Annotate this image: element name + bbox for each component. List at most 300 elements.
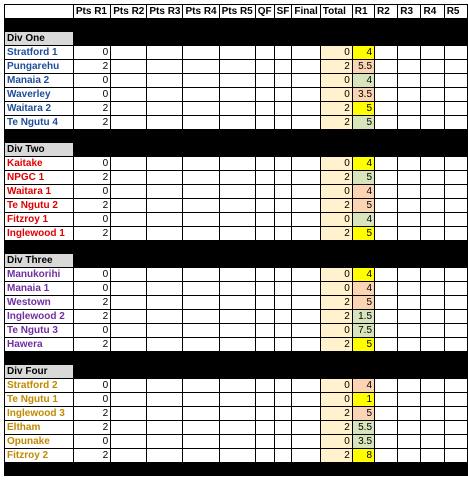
division-name[interactable]: Div Four [5,365,74,379]
r1-cell[interactable]: 5 [352,116,374,130]
pts-r1-cell[interactable]: 0 [73,435,110,449]
empty-cell[interactable] [183,324,219,338]
empty-cell[interactable] [255,185,274,199]
pts-r1-cell[interactable]: 0 [73,213,110,227]
r1-cell[interactable]: 7.5 [352,324,374,338]
r1-cell[interactable]: 5 [352,407,374,421]
empty-cell[interactable] [274,407,292,421]
team-name-cell[interactable]: Manaia 1 [5,282,74,296]
empty-cell[interactable] [183,102,219,116]
empty-cell[interactable] [111,199,147,213]
total-cell[interactable]: 0 [320,435,352,449]
empty-cell[interactable] [274,421,292,435]
empty-cell[interactable] [111,171,147,185]
empty-cell[interactable] [421,338,444,352]
pts-r1-cell[interactable]: 0 [73,74,110,88]
total-cell[interactable]: 0 [320,88,352,102]
empty-cell[interactable] [219,185,255,199]
r1-cell[interactable]: 8 [352,449,374,463]
empty-cell[interactable] [255,171,274,185]
empty-cell[interactable] [255,379,274,393]
empty-cell[interactable] [444,407,467,421]
empty-cell[interactable] [111,421,147,435]
empty-cell[interactable] [274,338,292,352]
empty-cell[interactable] [274,102,292,116]
empty-cell[interactable] [421,60,444,74]
empty-cell[interactable] [111,102,147,116]
empty-cell[interactable] [444,435,467,449]
empty-cell[interactable] [147,102,183,116]
empty-cell[interactable] [292,421,320,435]
empty-cell[interactable] [111,46,147,60]
empty-cell[interactable] [255,435,274,449]
empty-cell[interactable] [375,338,398,352]
total-cell[interactable]: 0 [320,393,352,407]
empty-cell[interactable] [292,282,320,296]
empty-cell[interactable] [274,227,292,241]
pts-r1-cell[interactable]: 0 [73,379,110,393]
empty-cell[interactable] [147,421,183,435]
r1-cell[interactable]: 4 [352,46,374,60]
empty-cell[interactable] [183,74,219,88]
empty-cell[interactable] [274,310,292,324]
empty-cell[interactable] [398,338,421,352]
empty-cell[interactable] [255,60,274,74]
empty-cell[interactable] [147,46,183,60]
empty-cell[interactable] [183,227,219,241]
r1-cell[interactable]: 4 [352,74,374,88]
empty-cell[interactable] [255,116,274,130]
division-name[interactable]: Div Three [5,254,74,268]
empty-cell[interactable] [421,116,444,130]
empty-cell[interactable] [183,449,219,463]
empty-cell[interactable] [292,324,320,338]
total-cell[interactable]: 2 [320,102,352,116]
empty-cell[interactable] [444,116,467,130]
empty-cell[interactable] [274,199,292,213]
empty-cell[interactable] [292,102,320,116]
empty-cell[interactable] [421,213,444,227]
empty-cell[interactable] [421,379,444,393]
team-name-cell[interactable]: Waitara 2 [5,102,74,116]
empty-cell[interactable] [421,88,444,102]
empty-cell[interactable] [111,435,147,449]
empty-cell[interactable] [255,199,274,213]
pts-r1-cell[interactable]: 2 [73,227,110,241]
header-cell[interactable]: SF [274,5,292,19]
empty-cell[interactable] [375,185,398,199]
pts-r1-cell[interactable]: 2 [73,449,110,463]
empty-cell[interactable] [292,60,320,74]
pts-r1-cell[interactable]: 0 [73,185,110,199]
pts-r1-cell[interactable]: 2 [73,407,110,421]
empty-cell[interactable] [398,435,421,449]
empty-cell[interactable] [398,88,421,102]
empty-cell[interactable] [274,171,292,185]
r1-cell[interactable]: 4 [352,157,374,171]
empty-cell[interactable] [111,379,147,393]
empty-cell[interactable] [375,268,398,282]
empty-cell[interactable] [219,324,255,338]
empty-cell[interactable] [219,379,255,393]
team-name-cell[interactable]: Inglewood 2 [5,310,74,324]
empty-cell[interactable] [398,199,421,213]
empty-cell[interactable] [398,379,421,393]
r1-cell[interactable]: 1.5 [352,310,374,324]
empty-cell[interactable] [111,268,147,282]
empty-cell[interactable] [147,435,183,449]
team-name-cell[interactable]: Stratford 1 [5,46,74,60]
total-cell[interactable]: 2 [320,310,352,324]
empty-cell[interactable] [274,88,292,102]
total-cell[interactable]: 0 [320,379,352,393]
empty-cell[interactable] [111,60,147,74]
empty-cell[interactable] [255,74,274,88]
empty-cell[interactable] [147,324,183,338]
total-cell[interactable]: 0 [320,74,352,88]
empty-cell[interactable] [375,435,398,449]
empty-cell[interactable] [219,393,255,407]
pts-r1-cell[interactable]: 2 [73,296,110,310]
empty-cell[interactable] [292,74,320,88]
header-team-column[interactable] [5,5,74,19]
empty-cell[interactable] [183,282,219,296]
empty-cell[interactable] [183,296,219,310]
empty-cell[interactable] [274,268,292,282]
empty-cell[interactable] [147,282,183,296]
empty-cell[interactable] [398,296,421,310]
empty-cell[interactable] [111,116,147,130]
empty-cell[interactable] [219,407,255,421]
empty-cell[interactable] [255,102,274,116]
empty-cell[interactable] [183,171,219,185]
empty-cell[interactable] [444,227,467,241]
empty-cell[interactable] [255,407,274,421]
empty-cell[interactable] [292,171,320,185]
empty-cell[interactable] [255,393,274,407]
team-name-cell[interactable]: Fitzroy 1 [5,213,74,227]
empty-cell[interactable] [219,310,255,324]
empty-cell[interactable] [219,102,255,116]
total-cell[interactable]: 0 [320,185,352,199]
pts-r1-cell[interactable]: 0 [73,282,110,296]
empty-cell[interactable] [444,282,467,296]
empty-cell[interactable] [421,185,444,199]
empty-cell[interactable] [375,74,398,88]
empty-cell[interactable] [398,449,421,463]
empty-cell[interactable] [292,379,320,393]
r1-cell[interactable]: 5.5 [352,60,374,74]
empty-cell[interactable] [292,268,320,282]
empty-cell[interactable] [444,157,467,171]
team-name-cell[interactable]: Manukorihi [5,268,74,282]
header-cell[interactable]: Pts R1 [73,5,110,19]
empty-cell[interactable] [111,227,147,241]
r1-cell[interactable]: 5 [352,171,374,185]
empty-cell[interactable] [147,407,183,421]
total-cell[interactable]: 2 [320,116,352,130]
pts-r1-cell[interactable]: 2 [73,338,110,352]
total-cell[interactable]: 2 [320,407,352,421]
r1-cell[interactable]: 5 [352,199,374,213]
empty-cell[interactable] [375,171,398,185]
empty-cell[interactable] [292,449,320,463]
empty-cell[interactable] [444,421,467,435]
empty-cell[interactable] [421,282,444,296]
empty-cell[interactable] [444,310,467,324]
team-name-cell[interactable]: Opunake [5,435,74,449]
empty-cell[interactable] [375,199,398,213]
empty-cell[interactable] [292,338,320,352]
team-name-cell[interactable]: Te Ngutu 4 [5,116,74,130]
empty-cell[interactable] [111,449,147,463]
r1-cell[interactable]: 4 [352,213,374,227]
empty-cell[interactable] [219,46,255,60]
total-cell[interactable]: 2 [320,60,352,74]
pts-r1-cell[interactable]: 2 [73,102,110,116]
empty-cell[interactable] [111,338,147,352]
empty-cell[interactable] [274,46,292,60]
empty-cell[interactable] [147,116,183,130]
empty-cell[interactable] [255,213,274,227]
team-name-cell[interactable]: Kaitake [5,157,74,171]
header-cell[interactable]: Pts R4 [183,5,219,19]
empty-cell[interactable] [147,185,183,199]
empty-cell[interactable] [147,213,183,227]
empty-cell[interactable] [292,88,320,102]
empty-cell[interactable] [398,393,421,407]
r1-cell[interactable]: 4 [352,282,374,296]
empty-cell[interactable] [398,60,421,74]
empty-cell[interactable] [147,449,183,463]
empty-cell[interactable] [274,296,292,310]
empty-cell[interactable] [398,268,421,282]
empty-cell[interactable] [219,171,255,185]
team-name-cell[interactable]: Waitara 1 [5,185,74,199]
pts-r1-cell[interactable]: 0 [73,268,110,282]
empty-cell[interactable] [398,102,421,116]
empty-cell[interactable] [111,296,147,310]
empty-cell[interactable] [183,116,219,130]
empty-cell[interactable] [183,157,219,171]
empty-cell[interactable] [274,157,292,171]
empty-cell[interactable] [183,185,219,199]
empty-cell[interactable] [255,338,274,352]
division-name[interactable]: Div One [5,32,74,46]
empty-cell[interactable] [255,268,274,282]
r1-cell[interactable]: 3.5 [352,88,374,102]
empty-cell[interactable] [219,296,255,310]
empty-cell[interactable] [219,282,255,296]
pts-r1-cell[interactable]: 0 [73,157,110,171]
empty-cell[interactable] [292,199,320,213]
empty-cell[interactable] [274,74,292,88]
empty-cell[interactable] [274,185,292,199]
team-name-cell[interactable]: Te Ngutu 2 [5,199,74,213]
empty-cell[interactable] [292,213,320,227]
empty-cell[interactable] [444,268,467,282]
total-cell[interactable]: 0 [320,268,352,282]
r1-cell[interactable]: 5 [352,296,374,310]
team-name-cell[interactable]: Pungarehu [5,60,74,74]
team-name-cell[interactable]: Hawera [5,338,74,352]
empty-cell[interactable] [375,407,398,421]
empty-cell[interactable] [147,227,183,241]
empty-cell[interactable] [147,296,183,310]
empty-cell[interactable] [219,421,255,435]
empty-cell[interactable] [444,296,467,310]
empty-cell[interactable] [147,157,183,171]
empty-cell[interactable] [421,324,444,338]
total-cell[interactable]: 0 [320,324,352,338]
empty-cell[interactable] [147,88,183,102]
empty-cell[interactable] [219,449,255,463]
header-cell[interactable]: R3 [398,5,421,19]
empty-cell[interactable] [219,227,255,241]
empty-cell[interactable] [183,213,219,227]
empty-cell[interactable] [444,324,467,338]
empty-cell[interactable] [421,296,444,310]
empty-cell[interactable] [183,393,219,407]
empty-cell[interactable] [292,227,320,241]
empty-cell[interactable] [421,74,444,88]
empty-cell[interactable] [274,449,292,463]
r1-cell[interactable]: 3.5 [352,435,374,449]
empty-cell[interactable] [292,46,320,60]
empty-cell[interactable] [421,157,444,171]
team-name-cell[interactable]: Te Ngutu 3 [5,324,74,338]
r1-cell[interactable]: 1 [352,393,374,407]
empty-cell[interactable] [398,421,421,435]
empty-cell[interactable] [292,393,320,407]
empty-cell[interactable] [255,46,274,60]
team-name-cell[interactable]: Te Ngutu 1 [5,393,74,407]
r1-cell[interactable]: 5 [352,227,374,241]
empty-cell[interactable] [375,88,398,102]
empty-cell[interactable] [255,157,274,171]
empty-cell[interactable] [219,268,255,282]
empty-cell[interactable] [375,324,398,338]
empty-cell[interactable] [292,157,320,171]
pts-r1-cell[interactable]: 0 [73,46,110,60]
empty-cell[interactable] [398,171,421,185]
empty-cell[interactable] [147,60,183,74]
r1-cell[interactable]: 5 [352,102,374,116]
header-cell[interactable]: Total [320,5,352,19]
pts-r1-cell[interactable]: 2 [73,310,110,324]
header-cell[interactable]: Final [292,5,320,19]
team-name-cell[interactable]: Inglewood 3 [5,407,74,421]
header-cell[interactable]: Pts R5 [219,5,255,19]
r1-cell[interactable]: 5.5 [352,421,374,435]
empty-cell[interactable] [274,282,292,296]
pts-r1-cell[interactable]: 2 [73,116,110,130]
total-cell[interactable]: 2 [320,338,352,352]
empty-cell[interactable] [375,116,398,130]
empty-cell[interactable] [147,268,183,282]
header-cell[interactable]: R4 [421,5,444,19]
empty-cell[interactable] [398,324,421,338]
empty-cell[interactable] [375,421,398,435]
empty-cell[interactable] [375,227,398,241]
total-cell[interactable]: 2 [320,171,352,185]
empty-cell[interactable] [375,46,398,60]
empty-cell[interactable] [219,116,255,130]
total-cell[interactable]: 0 [320,46,352,60]
pts-r1-cell[interactable]: 2 [73,60,110,74]
empty-cell[interactable] [444,60,467,74]
empty-cell[interactable] [292,296,320,310]
empty-cell[interactable] [421,407,444,421]
empty-cell[interactable] [444,449,467,463]
empty-cell[interactable] [183,46,219,60]
empty-cell[interactable] [147,74,183,88]
pts-r1-cell[interactable]: 0 [73,88,110,102]
empty-cell[interactable] [183,268,219,282]
empty-cell[interactable] [292,116,320,130]
team-name-cell[interactable]: Eltham [5,421,74,435]
empty-cell[interactable] [147,199,183,213]
empty-cell[interactable] [444,88,467,102]
empty-cell[interactable] [421,199,444,213]
pts-r1-cell[interactable]: 2 [73,421,110,435]
r1-cell[interactable]: 4 [352,379,374,393]
empty-cell[interactable] [444,213,467,227]
empty-cell[interactable] [219,88,255,102]
empty-cell[interactable] [147,379,183,393]
total-cell[interactable]: 2 [320,199,352,213]
header-cell[interactable]: R1 [352,5,374,19]
empty-cell[interactable] [183,199,219,213]
empty-cell[interactable] [111,213,147,227]
pts-r1-cell[interactable]: 0 [73,393,110,407]
empty-cell[interactable] [444,379,467,393]
empty-cell[interactable] [398,185,421,199]
empty-cell[interactable] [219,60,255,74]
total-cell[interactable]: 0 [320,157,352,171]
total-cell[interactable]: 2 [320,227,352,241]
empty-cell[interactable] [255,310,274,324]
empty-cell[interactable] [111,393,147,407]
empty-cell[interactable] [398,74,421,88]
empty-cell[interactable] [147,393,183,407]
empty-cell[interactable] [375,393,398,407]
empty-cell[interactable] [183,88,219,102]
empty-cell[interactable] [444,393,467,407]
empty-cell[interactable] [274,435,292,449]
empty-cell[interactable] [274,116,292,130]
empty-cell[interactable] [255,449,274,463]
empty-cell[interactable] [421,421,444,435]
empty-cell[interactable] [147,310,183,324]
empty-cell[interactable] [274,379,292,393]
empty-cell[interactable] [219,213,255,227]
empty-cell[interactable] [421,435,444,449]
header-cell[interactable]: R5 [444,5,467,19]
empty-cell[interactable] [274,213,292,227]
empty-cell[interactable] [421,449,444,463]
r1-cell[interactable]: 4 [352,185,374,199]
empty-cell[interactable] [219,199,255,213]
team-name-cell[interactable]: Fitzroy 2 [5,449,74,463]
team-name-cell[interactable]: Westown [5,296,74,310]
empty-cell[interactable] [111,74,147,88]
team-name-cell[interactable]: Inglewood 1 [5,227,74,241]
empty-cell[interactable] [255,324,274,338]
empty-cell[interactable] [274,393,292,407]
empty-cell[interactable] [183,435,219,449]
empty-cell[interactable] [219,338,255,352]
